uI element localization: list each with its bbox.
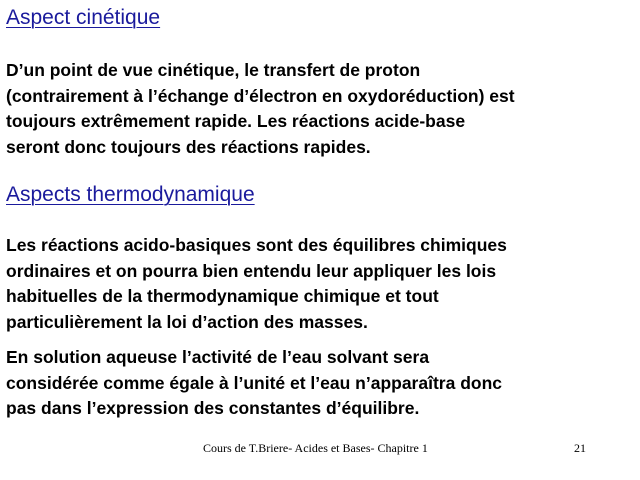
- section-heading-kinetics: Aspect cinétique: [6, 6, 161, 29]
- paragraph-line: seront donc toujours des réactions rapides.: [6, 136, 371, 157]
- paragraph-line: particulièrement la loi d’action des masses.: [6, 311, 368, 332]
- paragraph-line: habituelles de la thermodynamique chimique et tout: [6, 286, 439, 306]
- paragraph-line: D’un point de vue cinétique, le transfert de proton: [6, 60, 421, 80]
- paragraph-line: (contrairement à l’échange d’électron en oxydoréduction) est: [6, 85, 515, 106]
- footer-course-title: Cours de T.Briere- Acides et Bases- Chapitre 1: [203, 441, 428, 455]
- paragraph-line: toujours extrêmement rapide. Les réactions acide-base: [6, 111, 466, 131]
- paragraph-line: considérée comme égale à l’unité et l’eau n’apparaîtra donc: [6, 372, 502, 393]
- paragraph-line: En solution aqueuse l’activité de l’eau solvant sera: [6, 347, 430, 367]
- section-heading-thermodynamics: Aspects thermodynamique: [6, 183, 255, 206]
- paragraph-line: ordinaires et on pourra bien entendu leur appliquer les lois: [6, 260, 497, 281]
- kinetics-paragraph: [6, 58, 634, 160]
- page-number: 21: [574, 441, 586, 455]
- paragraph-line: Les réactions acido-basiques sont des équilibres chimiques: [6, 235, 507, 255]
- paragraph-line: pas dans l’expression des constantes d’équilibre.: [6, 398, 420, 418]
- thermodynamics-paragraph: [6, 233, 634, 335]
- water-activity-paragraph: [6, 345, 634, 422]
